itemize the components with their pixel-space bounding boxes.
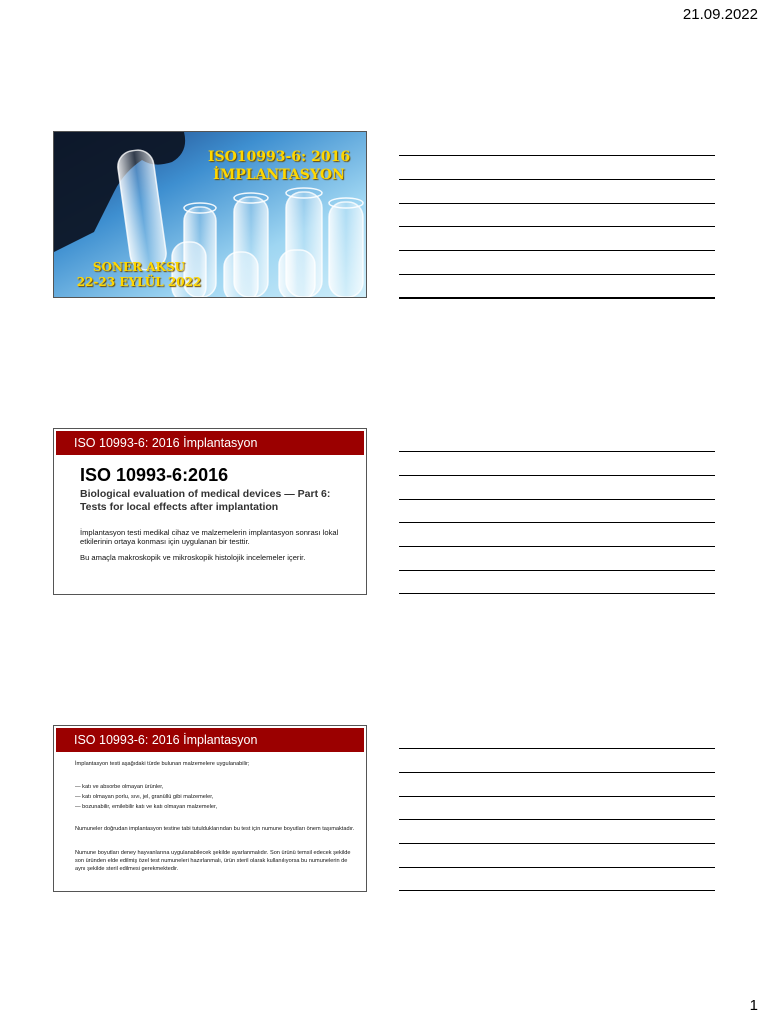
intro-text: İmplantasyon testi aşağıdaki türde bulunan malzemelere uygulanabilir; — [75, 761, 250, 767]
title-line-1: ISO10993-6: 2016 — [207, 149, 351, 165]
title-line-2: İMPLANTASYON — [213, 167, 345, 183]
slide-3-thumbnail — [53, 725, 367, 892]
list-item: — bozunabilir, emilebilir katı ve katı olmayan malzemeler, — [75, 804, 218, 810]
list-item: — katı olmayan porlu, sıvı, jel, granüllü gibi malzemeler, — [75, 794, 214, 800]
event-dates: 22-23 EYLÜL 2022 — [76, 275, 202, 289]
slide-header: ISO 10993-6: 2016 İmplantasyon — [56, 431, 364, 455]
slide-header: ISO 10993-6: 2016 İmplantasyon — [56, 728, 364, 752]
standard-subtitle: Biological evaluation of medical devices — Part 6: Tests for local effects after implantation — [80, 488, 331, 513]
presentation-author — [54, 260, 224, 290]
slide-2-thumbnail — [53, 428, 367, 595]
paragraph: Bu amaçla makroskopik ve mikroskopik histolojik incelemeler içerir. — [80, 553, 306, 562]
presentation-title — [204, 148, 354, 184]
page-number: 1 — [749, 997, 758, 1014]
author-name: SONER AKSU — [92, 260, 186, 274]
document-date: 21.09.2022 — [682, 6, 758, 23]
paragraph: İmplantasyon testi medikal cihaz ve malzemelerin implantasyon sonrası lokal etkilerinin ortaya konması için uygulanan bir testtir. — [80, 528, 339, 546]
list-item: — katı ve absorbe olmayan ürünler, — [75, 784, 164, 790]
paragraph: Numuneler doğrudan implantasyon testine tabi tutulduklarından bu test için numune boyutları önem taşımaktadır. — [75, 826, 355, 832]
slide-1-thumbnail — [53, 131, 367, 298]
standard-title: ISO 10993-6:2016 — [80, 465, 229, 485]
paragraph: Numune boyutları deney hayvanlarına uygulanabilecek şekilde ayarlanmalıdır. Son ürünü temsil edecek şekilde son üründen elde edilmiş özel test numuneleri hazırlanmalı, ürün steril olarak kullanılıyorsa bu numunelerin de aynı şekilde steril edilmesi gerekmektedir. — [75, 850, 351, 872]
